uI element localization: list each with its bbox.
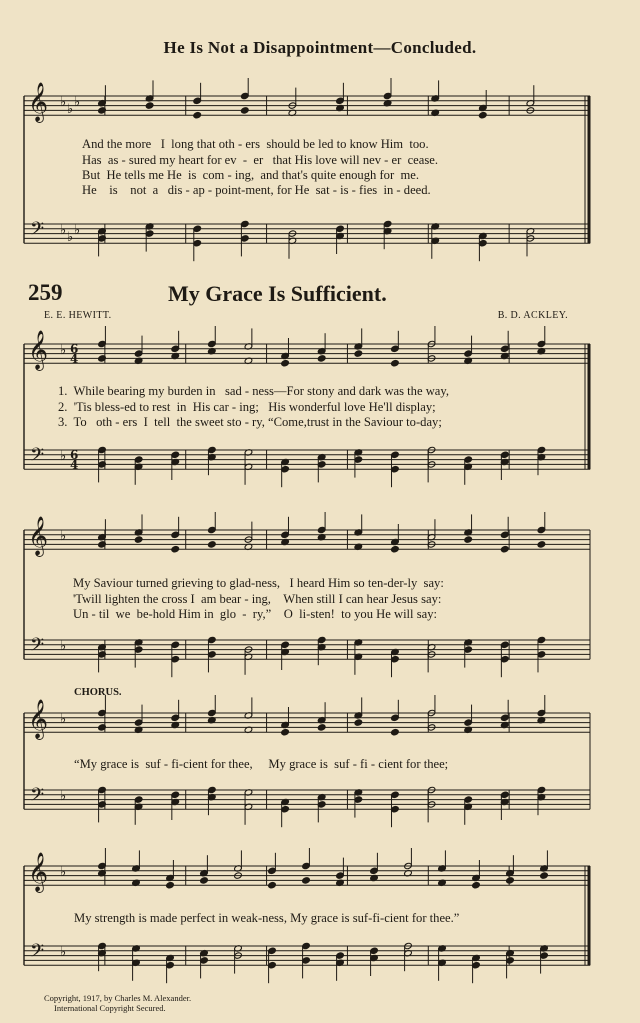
lyric-line: 1. While bearing my burden in sad - ness—For stony and dark was the way, — [58, 384, 450, 398]
lyric-line: 2. 'Tis bless-ed to rest in His car - ing; His wonderful love He'll display; — [58, 400, 436, 414]
notehead — [500, 546, 509, 553]
lyric-line: But He tells me He is com - ing, and that's quite enough for me. — [82, 168, 419, 182]
chorus-lyric-line: “My grace is suf - fi-cient for thee, My grace is suf - fi - cient for thee; — [74, 757, 449, 771]
lyric-line: 3. To oth - ers I tell the sweet sto - ry, “Come,trust in the Saviour to-day; — [58, 415, 442, 429]
chorus-lyric-line: My strength is made perfect in weak-ness, My grace is suf-fi-cient for thee.” — [74, 911, 460, 925]
bass-clef: 𝄢 — [30, 219, 45, 244]
bass-clef: 𝄢 — [30, 445, 45, 470]
copyright-line: International Copyright Secured. — [54, 1003, 166, 1013]
notehead — [391, 360, 400, 367]
flat-sign: ♭ — [74, 95, 81, 110]
treble-clef: 𝄞 — [28, 330, 49, 370]
bass-clef: 𝄢 — [30, 785, 45, 810]
notehead — [268, 882, 277, 889]
lyric-line: And the more I long that oth - ers should be led to know Him too. — [82, 137, 429, 151]
notehead — [317, 724, 326, 731]
time-signature-top: 6 — [70, 342, 79, 356]
notehead — [479, 112, 488, 119]
flat-sign: ♭ — [60, 639, 67, 654]
treble-clef: 𝄞 — [28, 516, 49, 556]
chorus-label: CHORUS. — [74, 687, 122, 698]
notehead — [134, 536, 143, 543]
copyright-notice — [44, 993, 191, 1013]
flat-sign: ♭ — [60, 529, 67, 544]
flat-sign: ♭ — [60, 223, 67, 238]
time-signature-bottom: 4 — [70, 352, 79, 366]
continuation-title: He Is Not a Disappointment—Concluded. — [163, 38, 477, 57]
notehead — [145, 102, 154, 109]
flat-sign: ♭ — [60, 789, 67, 804]
notehead — [464, 536, 473, 543]
notehead — [354, 350, 363, 357]
hymn-title: My Grace Is Sufficient. — [168, 281, 387, 306]
flat-sign: ♭ — [60, 945, 67, 960]
notehead — [281, 729, 290, 736]
bass-clef: 𝄢 — [30, 941, 45, 966]
notehead — [391, 729, 400, 736]
notehead — [193, 112, 202, 119]
treble-clef: 𝄞 — [28, 699, 49, 739]
flat-sign: ♭ — [60, 865, 67, 880]
flat-sign: ♭ — [67, 102, 74, 117]
notehead — [537, 541, 546, 548]
notehead — [317, 355, 326, 362]
notehead — [540, 872, 549, 879]
flat-sign: ♭ — [74, 223, 81, 238]
notehead — [354, 719, 363, 726]
treble-clef: 𝄞 — [28, 852, 49, 892]
flat-sign: ♭ — [67, 230, 74, 245]
notehead — [302, 877, 311, 884]
hymn-number: 259 — [28, 280, 63, 305]
author-credit: E. E. HEWITT. — [44, 310, 112, 321]
notehead — [166, 882, 175, 889]
time-signature-top: 6 — [70, 448, 79, 462]
notehead — [506, 877, 515, 884]
lyric-line: He is not a dis - ap - point-ment, for He sat - is - fies in - deed. — [82, 183, 431, 197]
notehead — [472, 882, 481, 889]
copyright-line: Copyright, 1917, by Charles M. Alexander. — [44, 993, 192, 1003]
notehead — [208, 541, 217, 548]
flat-sign: ♭ — [60, 449, 67, 464]
treble-clef: 𝄞 — [28, 82, 49, 122]
lyric-line: My Saviour turned grieving to glad-ness, I heard Him so ten-der-ly say: — [73, 576, 444, 590]
bass-clef: 𝄢 — [30, 635, 45, 660]
lyric-line: Has as - sured my heart for ev - er that His love will nev - er cease. — [82, 153, 438, 167]
notehead — [171, 546, 180, 553]
lyric-line: Un - til we be-hold Him in glo - ry,” O li-sten! to you He will say: — [73, 607, 437, 621]
flat-sign: ♭ — [60, 712, 67, 727]
lyric-line: 'Twill lighten the cross I am bear - ing, When still I can hear Jesus say: — [73, 592, 442, 606]
notehead — [391, 546, 400, 553]
notehead — [241, 107, 250, 114]
notehead — [281, 360, 290, 367]
time-signature-bottom: 4 — [70, 458, 79, 472]
notehead — [200, 877, 209, 884]
flat-sign: ♭ — [60, 95, 67, 110]
flat-sign: ♭ — [60, 343, 67, 358]
composer-credit: B. D. ACKLEY. — [497, 310, 568, 321]
